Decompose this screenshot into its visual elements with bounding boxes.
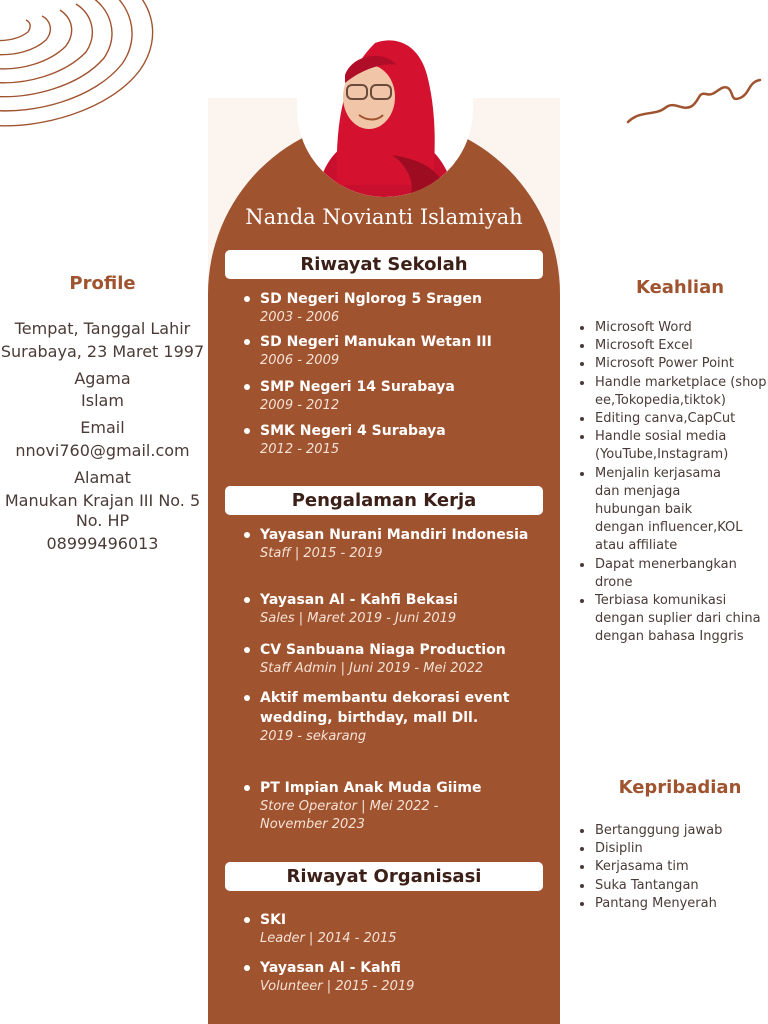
list-item: Handle sosial media (YouTube,Instagram) [577,428,767,464]
education-item [244,421,540,459]
experience-detail: Store Operator | Mei 2022 - November 2023 [260,799,439,832]
experience-item [244,640,540,678]
organization-item [244,910,540,948]
experience-item [244,688,540,746]
education-item [244,332,540,370]
phone-label: No. HP [75,511,130,530]
experience-title: PT Impian Anak Muda Giime [244,778,540,798]
education-years: 2003 - 2006 [260,310,340,325]
list-item: Bertanggung jawab [577,822,767,840]
organization-item [244,958,540,996]
address-label: Alamat [74,468,131,487]
skills-heading: Keahlian [635,277,725,298]
experience-item [244,778,540,834]
experience-item [244,590,540,628]
organization-heading: Riwayat Organisasi [225,862,543,891]
decorative-rings [0,0,180,140]
personality-list [577,822,767,913]
education-school: SD Negeri Manukan Wetan III [244,332,540,352]
profile-heading [0,273,205,294]
list-item: Pantang Menyerah [577,895,767,913]
experience-item [244,525,540,563]
birth-label: Tempat, Tanggal Lahir [14,319,191,338]
list-item: Microsoft Word [577,319,767,337]
experience-detail: Staff | 2015 - 2019 [260,546,383,561]
education-school: SMK Negeri 4 Surabaya [244,421,540,441]
personality-heading: Kepribadian [618,777,742,798]
experience-heading: Pengalaman Kerja [225,486,543,515]
list-item: Microsoft Power Point [577,355,767,373]
education-school: SD Negeri Nglorog 5 Sragen [244,289,540,309]
organization-name: Yayasan Al - Kahfi [244,958,540,978]
education-years: 2006 - 2009 [260,353,340,368]
experience-title: Aktif membantu dekorasi event wedding, birthday, mall Dll. [244,688,540,728]
organization-detail: Leader | 2014 - 2015 [260,931,397,946]
experience-detail: 2019 - sekarang [260,729,367,744]
list-item: Terbiasa komunikasi dengan suplier dari china dengan bahasa Inggris [577,592,765,647]
email-label: Email [80,418,125,437]
list-item: Suka Tantangan [577,877,767,895]
list-item: Editing canva,CapCut [577,410,767,428]
religion-value: Islam [81,391,124,410]
decorative-squiggle [620,70,768,130]
experience-detail: Staff Admin | Juni 2019 - Mei 2022 [260,661,484,676]
list-item: Handle marketplace (shopee,Tokopedia,tiktok) [577,374,767,410]
experience-title: CV Sanbuana Niaga Production [244,640,540,660]
list-item: Kerjasama tim [577,858,767,876]
education-years: 2009 - 2012 [260,398,340,413]
experience-title: Yayasan Al - Kahfi Bekasi [244,590,540,610]
education-years: 2012 - 2015 [260,442,340,457]
education-heading: Riwayat Sekolah [225,250,543,279]
skills-list [577,319,767,647]
birth-value: Surabaya, 23 Maret 1997 [0,342,205,361]
organization-name: SKI [244,910,540,930]
education-school: SMP Negeri 14 Surabaya [244,377,540,397]
profile-heading-text: Profile [69,273,136,294]
list-item: Microsoft Excel [577,337,767,355]
list-item: Dapat menerbangkan drone [577,556,745,592]
full-name: Nanda Novianti Islamiyah [245,205,523,229]
list-item: Menjalin kerjasama dan menjaga hubungan baik dengan influencer,KOL atau affiliate [577,465,745,556]
education-item [244,289,540,327]
religion-label: Agama [74,369,131,388]
list-item: Disiplin [577,840,767,858]
email-value: nnovi760@gmail.com [15,441,190,460]
education-item [244,377,540,415]
address-value: Manukan Krajan III No. 5 [4,491,201,510]
experience-detail: Sales | Maret 2019 - Juni 2019 [260,611,457,626]
phone-value: 08999496013 [46,534,159,553]
experience-title: Yayasan Nurani Mandiri Indonesia [244,525,540,545]
organization-detail: Volunteer | 2015 - 2019 [260,979,415,994]
